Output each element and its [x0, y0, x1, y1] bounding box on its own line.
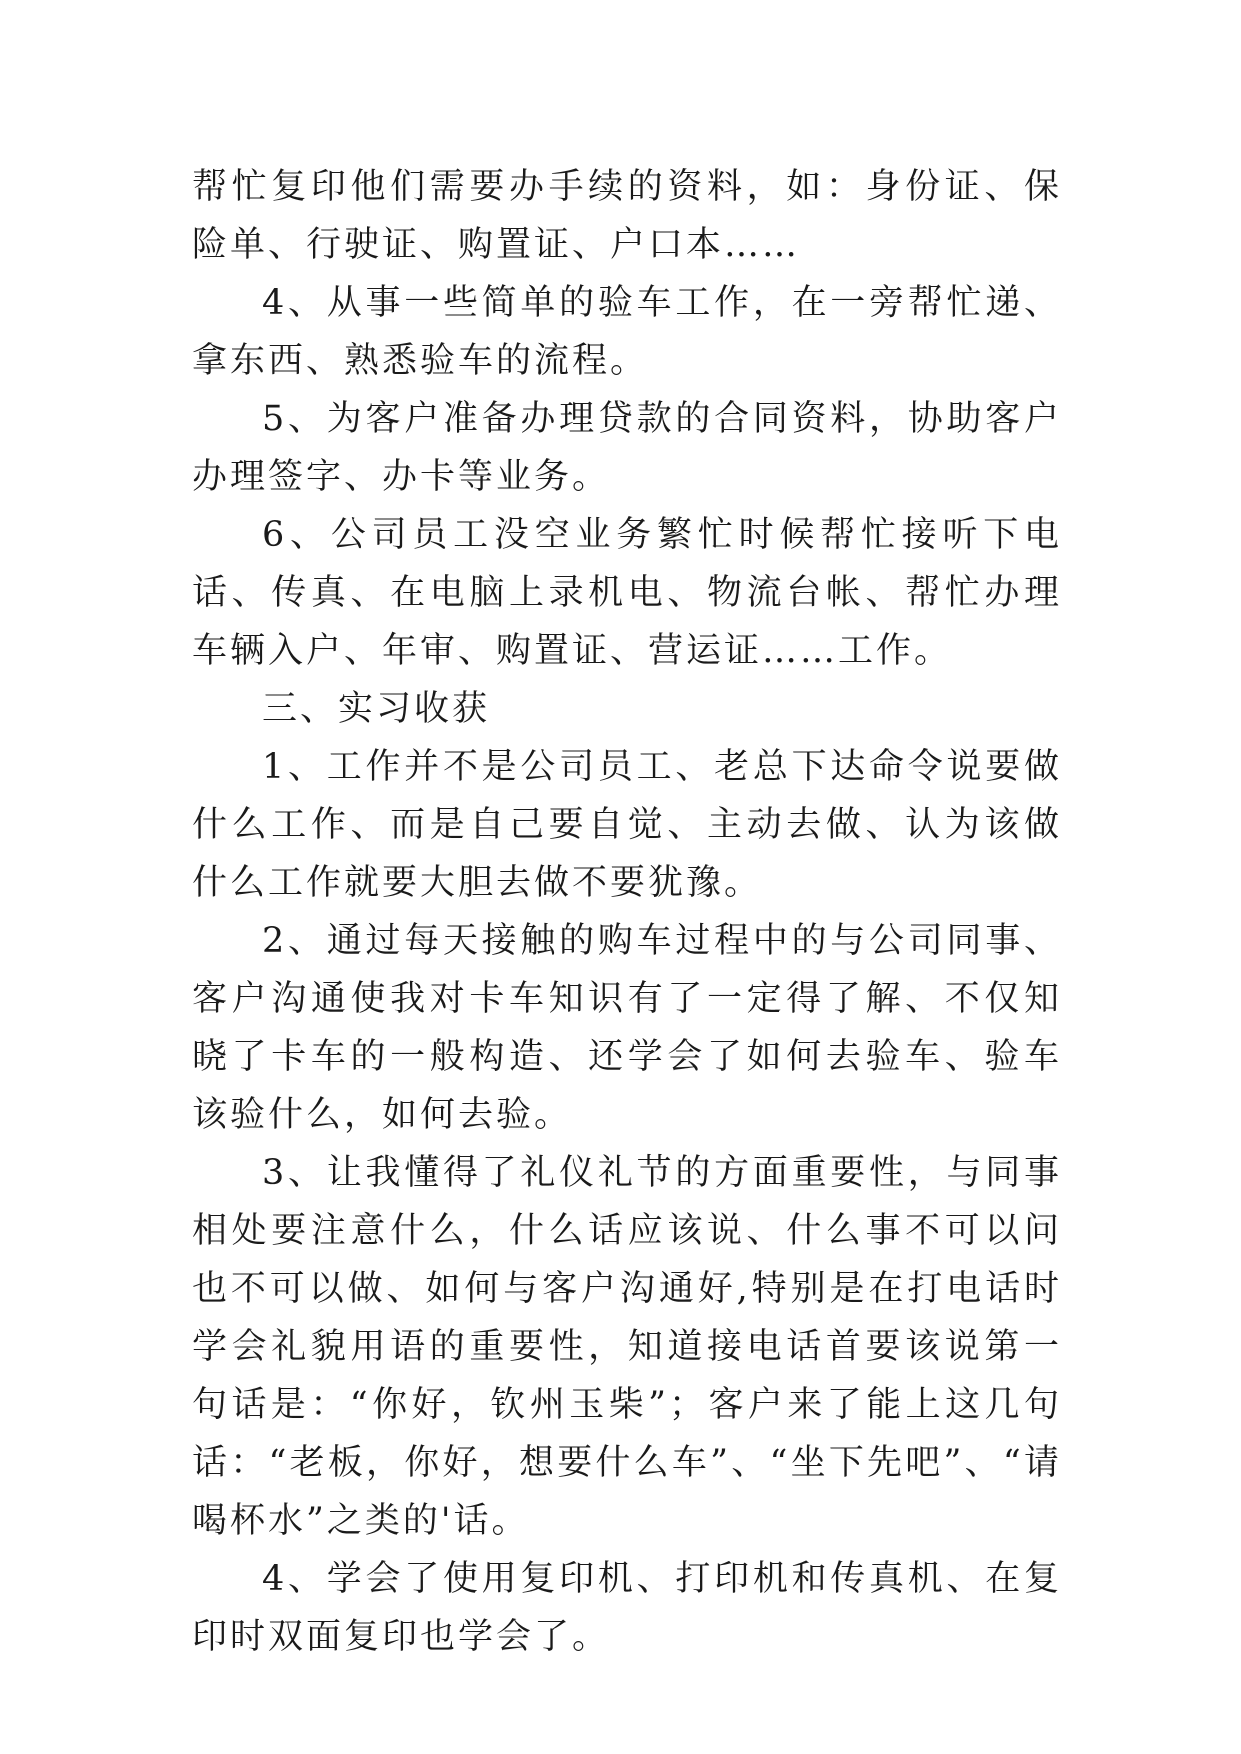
paragraph-gain-2: 2、通过每天接触的购车过程中的与公司同事、客户沟通使我对卡车知识有了一定得了解、不仅知晓了卡车的一般构造、还学会了如何去验车、验车该验什么，如何去验。	[192, 921, 1062, 1135]
paragraph-item-4: 4、从事一些简单的验车工作，在一旁帮忙递、拿东西、熟悉验车的流程。	[192, 283, 1062, 381]
paragraph-item-6: 6、公司员工没空业务繁忙时候帮忙接听下电话、传真、在电脑上录机电、物流台帐、帮忙办理车辆入户、年审、购置证、营运证……工作。	[192, 515, 1062, 671]
paragraph-gain-4: 4、学会了使用复印机、打印机和传真机、在复印时双面复印也学会了。	[192, 1559, 1062, 1657]
paragraph-gain-3: 3、让我懂得了礼仪礼节的方面重要性，与同事相处要注意什么，什么话应该说、什么事不可以问也不可以做、如何与客户沟通好,特别是在打电话时学会礼貌用语的重要性，知道接电话首要该说第一句话是：“你好，钦州玉柴”；客户来了能上这几句话：“老板，你好，想要什么车”、“坐下先吧”、“请喝杯水”之类的'话。	[192, 1153, 1062, 1541]
paragraph-gain-1: 1、工作并不是公司员工、老总下达命令说要做什么工作、而是自己要自觉、主动去做、认为该做什么工作就要大胆去做不要犹豫。	[192, 747, 1062, 903]
document-body	[192, 158, 1062, 1666]
paragraph-continuation: 帮忙复印他们需要办手续的资料，如：身份证、保险单、行驶证、购置证、户口本……	[192, 167, 1062, 265]
section-heading: 三、实习收获	[262, 689, 491, 729]
paragraph-item-5: 5、为客户准备办理贷款的合同资料，协助客户办理签字、办卡等业务。	[192, 399, 1062, 497]
